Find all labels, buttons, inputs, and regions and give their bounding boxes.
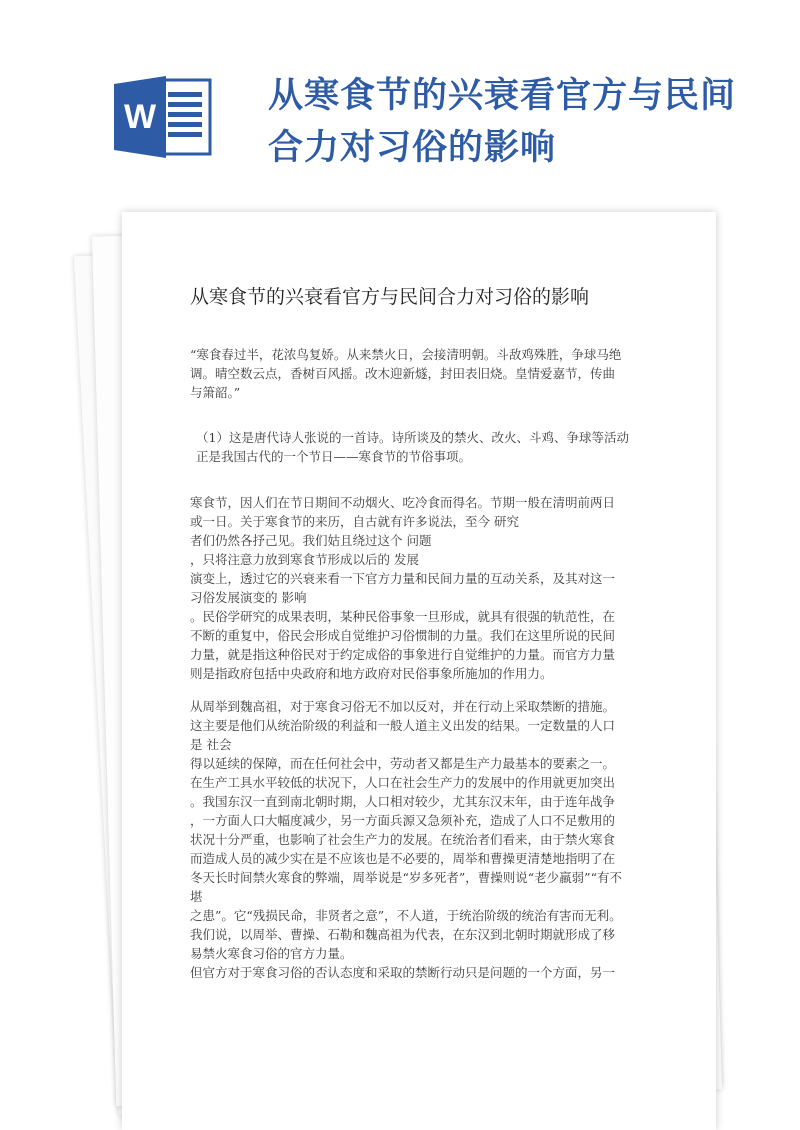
header-title: 从寒食节的兴衰看官方与民间合力对习俗的影响 (268, 75, 737, 168)
word-document-icon (112, 72, 212, 162)
document-title: 从寒食节的兴衰看官方与民间合力对习俗的影响 (190, 286, 590, 308)
paragraph-poem: “寒食春过半，花浓鸟复娇。从来禁火日，会接清明朝。斗敌鸡殊胜，争球马绝 调。晴空数云点，香树百风摇。改木迎新燧，封田表旧烧。皇情爱嘉节，传曲 与箫韶。” (190, 347, 622, 400)
paragraph-continuation: 但官方对于寒食习俗的否认态度和采取的禁断行动只是问题的一个方面，另一 (190, 965, 616, 980)
paragraph-definition: 寒食节，因人们在节日期间不动烟火、吃冷食而得名。节期一般在清明前两日 或一日。关于寒食节的来历，自古就有许多说法，至今 研究 者们仍然各抒己见。我们姑且绕过这个 问题 ，只将注意力放到寒食节形成以后的 发展 演变上，透过它的兴衰来看一下官方力量和民间力量的互动关系，及其对这一 习俗发展演变的 影响 。民俗学研究的成果表明，某种民俗事象一旦形成，就具有很强的轨范性，在 不断的重复中，俗民会形成自觉维护习俗惯制的力量。我们在这里所说的民间 力量，就是指这种俗民对于约定成俗的事象进行自觉维护的力量。而官方力量 则是指政府包括中央政府和地方政府对民俗事象所施加的作用力。 (190, 495, 616, 681)
word-icon-letter: W (123, 98, 157, 136)
paragraph-intro: （1）这是唐代诗人张说的一首诗。诗所谈及的禁火、改火、斗鸡、争球等活动 正是我国古代的一个节日——寒食节的节俗事项。 (196, 430, 629, 464)
paragraph-official-force: 从周举到魏高祖，对于寒食习俗无不加以反对，并在行动上采取禁断的措施。 这主要是他们从统治阶级的利益和一般人道主义出发的结果。一定数量的人口 是 社会 得以延续的保障，而在任何社会中，劳动者又都是生产力最基本的要素之一。 在生产工具水平较低的状况下，人口在社会生产力的发展中的作用就更加突出 。我国东汉一直到南北朝时期，人口相对较少，尤其东汉末年，由于连年战争 ，一方面人口大幅度减少，另一方面兵源又急须补充，造成了人口不足敷用的 状况十分严重，也影响了社会生产力的发展。在统治者们看来，由于禁火寒食 而造成人员的减少实在是不应该也是不必要的，周举和曹操更清楚地指明了在 冬天长时间禁火寒食的弊端，周举说是“岁多死者”，曹操则说“老少羸弱”“有不堪 之患”。它“残损民命，非贤者之意”，不人道，于统治阶级的统治有害而无利。 我们说，以周举、曹操、石勒和魏高祖为代表，在东汉到北朝时期就形成了移 易禁火寒食习俗的官方力量。 (190, 699, 622, 961)
